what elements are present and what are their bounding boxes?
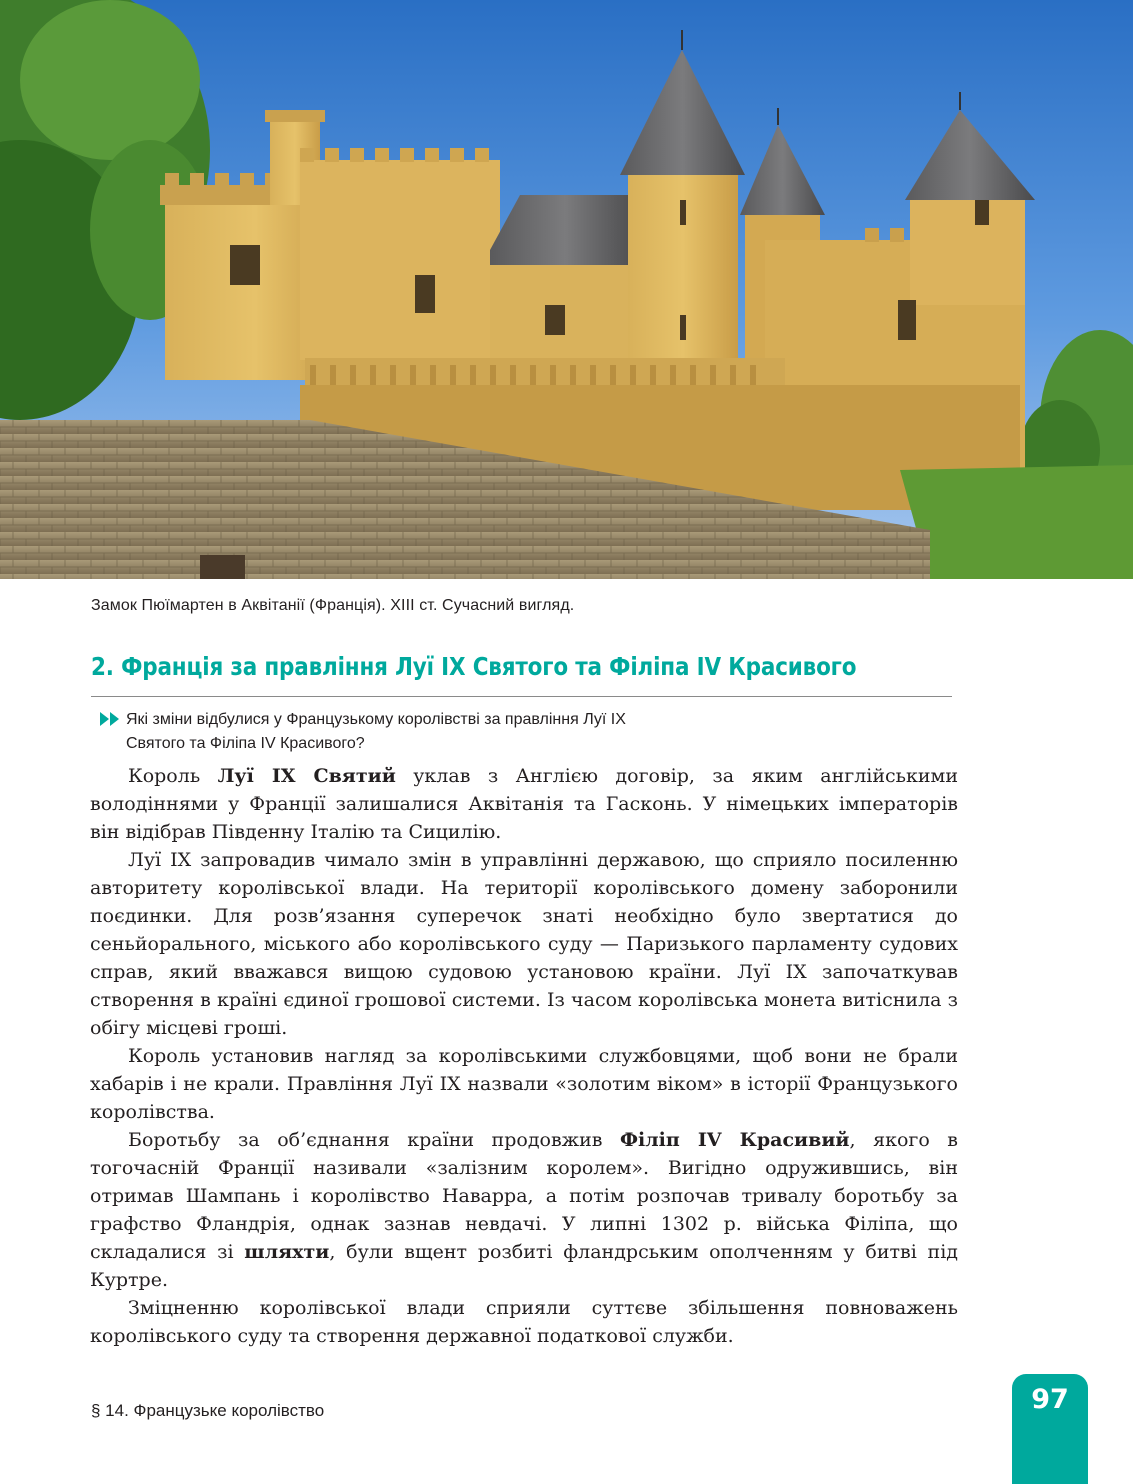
paragraph-3: Король установив нагляд за королівськими службовцями, щоб вони не брали хабарів і не крали. Правління Луї IX назвали «золотим віком» в історії Французького королівства.	[90, 1045, 958, 1123]
section-question	[126, 708, 826, 756]
page-number: 97	[1031, 1384, 1069, 1415]
double-arrow-icon	[100, 711, 122, 727]
term-philip-iv: Філіп IV Красивий	[620, 1129, 850, 1151]
paragraph-2: Луї IX запровадив чимало змін в управлінні державою, що сприяло посиленню авторитету королівської влади. На території королівського домену заборонили поєдинки. Для розв’язання суперечок знаті необхідно було звертатися до сеньйорального, міського або королівського суду — Паризького парламенту судових справ, який вважався вищою судовою установою країни. Луї IX започаткував створення в країні єдиної грошової системи. Із часом королівська монета витіснила з обігу місцеві гроші.	[90, 849, 958, 1039]
photo-caption: Замок Пюїмартен в Аквітанії (Франція). XIII ст. Сучасний вигляд.	[91, 597, 575, 614]
title-divider	[91, 696, 952, 697]
paragraph-4: Боротьбу за об’єднання країни продовжив Філіп IV Красивий, якого в тогочасній Франції називали «залізним королем». Вигідно одружившись, він отримав Шампань і королівство Наварра, а потім розпочав тривалу боротьбу за графство Фландрія, однак зазнав невдачі. У липні 1302 р. війська Філіпа, що складалися зі шляхти, були вщент розбиті фландрським ополченням у битві під Куртре.	[90, 1129, 958, 1291]
body-text	[90, 762, 958, 1350]
section-title: 2. Франція за правління Луї IX Святого та Філіпа IV Красивого	[91, 652, 857, 681]
chapter-footer: § 14. Французьке королівство	[91, 1401, 325, 1420]
term-louis-ix: Луї IX Святий	[217, 765, 396, 787]
question-line-2: Святого та Філіпа IV Красивого?	[126, 735, 365, 752]
castle-photo	[0, 0, 1133, 579]
paragraph-5: Зміцненню королівської влади сприяли суттєве збільшення повноважень королівського суду та створення державної податкової служби.	[90, 1297, 958, 1347]
question-line-1: Які зміни відбулися у Французькому королівстві за правління Луї IX	[126, 711, 626, 728]
paragraph-1: Король Луї IX Святий уклав з Англією договір, за яким англійськими володіннями у Франції залишалися Аквітанія та Гасконь. У німецьких імператорів він відібрав Південну Італію та Сицилію.	[90, 765, 958, 843]
term-shlyakhta: шляхти	[244, 1241, 330, 1263]
